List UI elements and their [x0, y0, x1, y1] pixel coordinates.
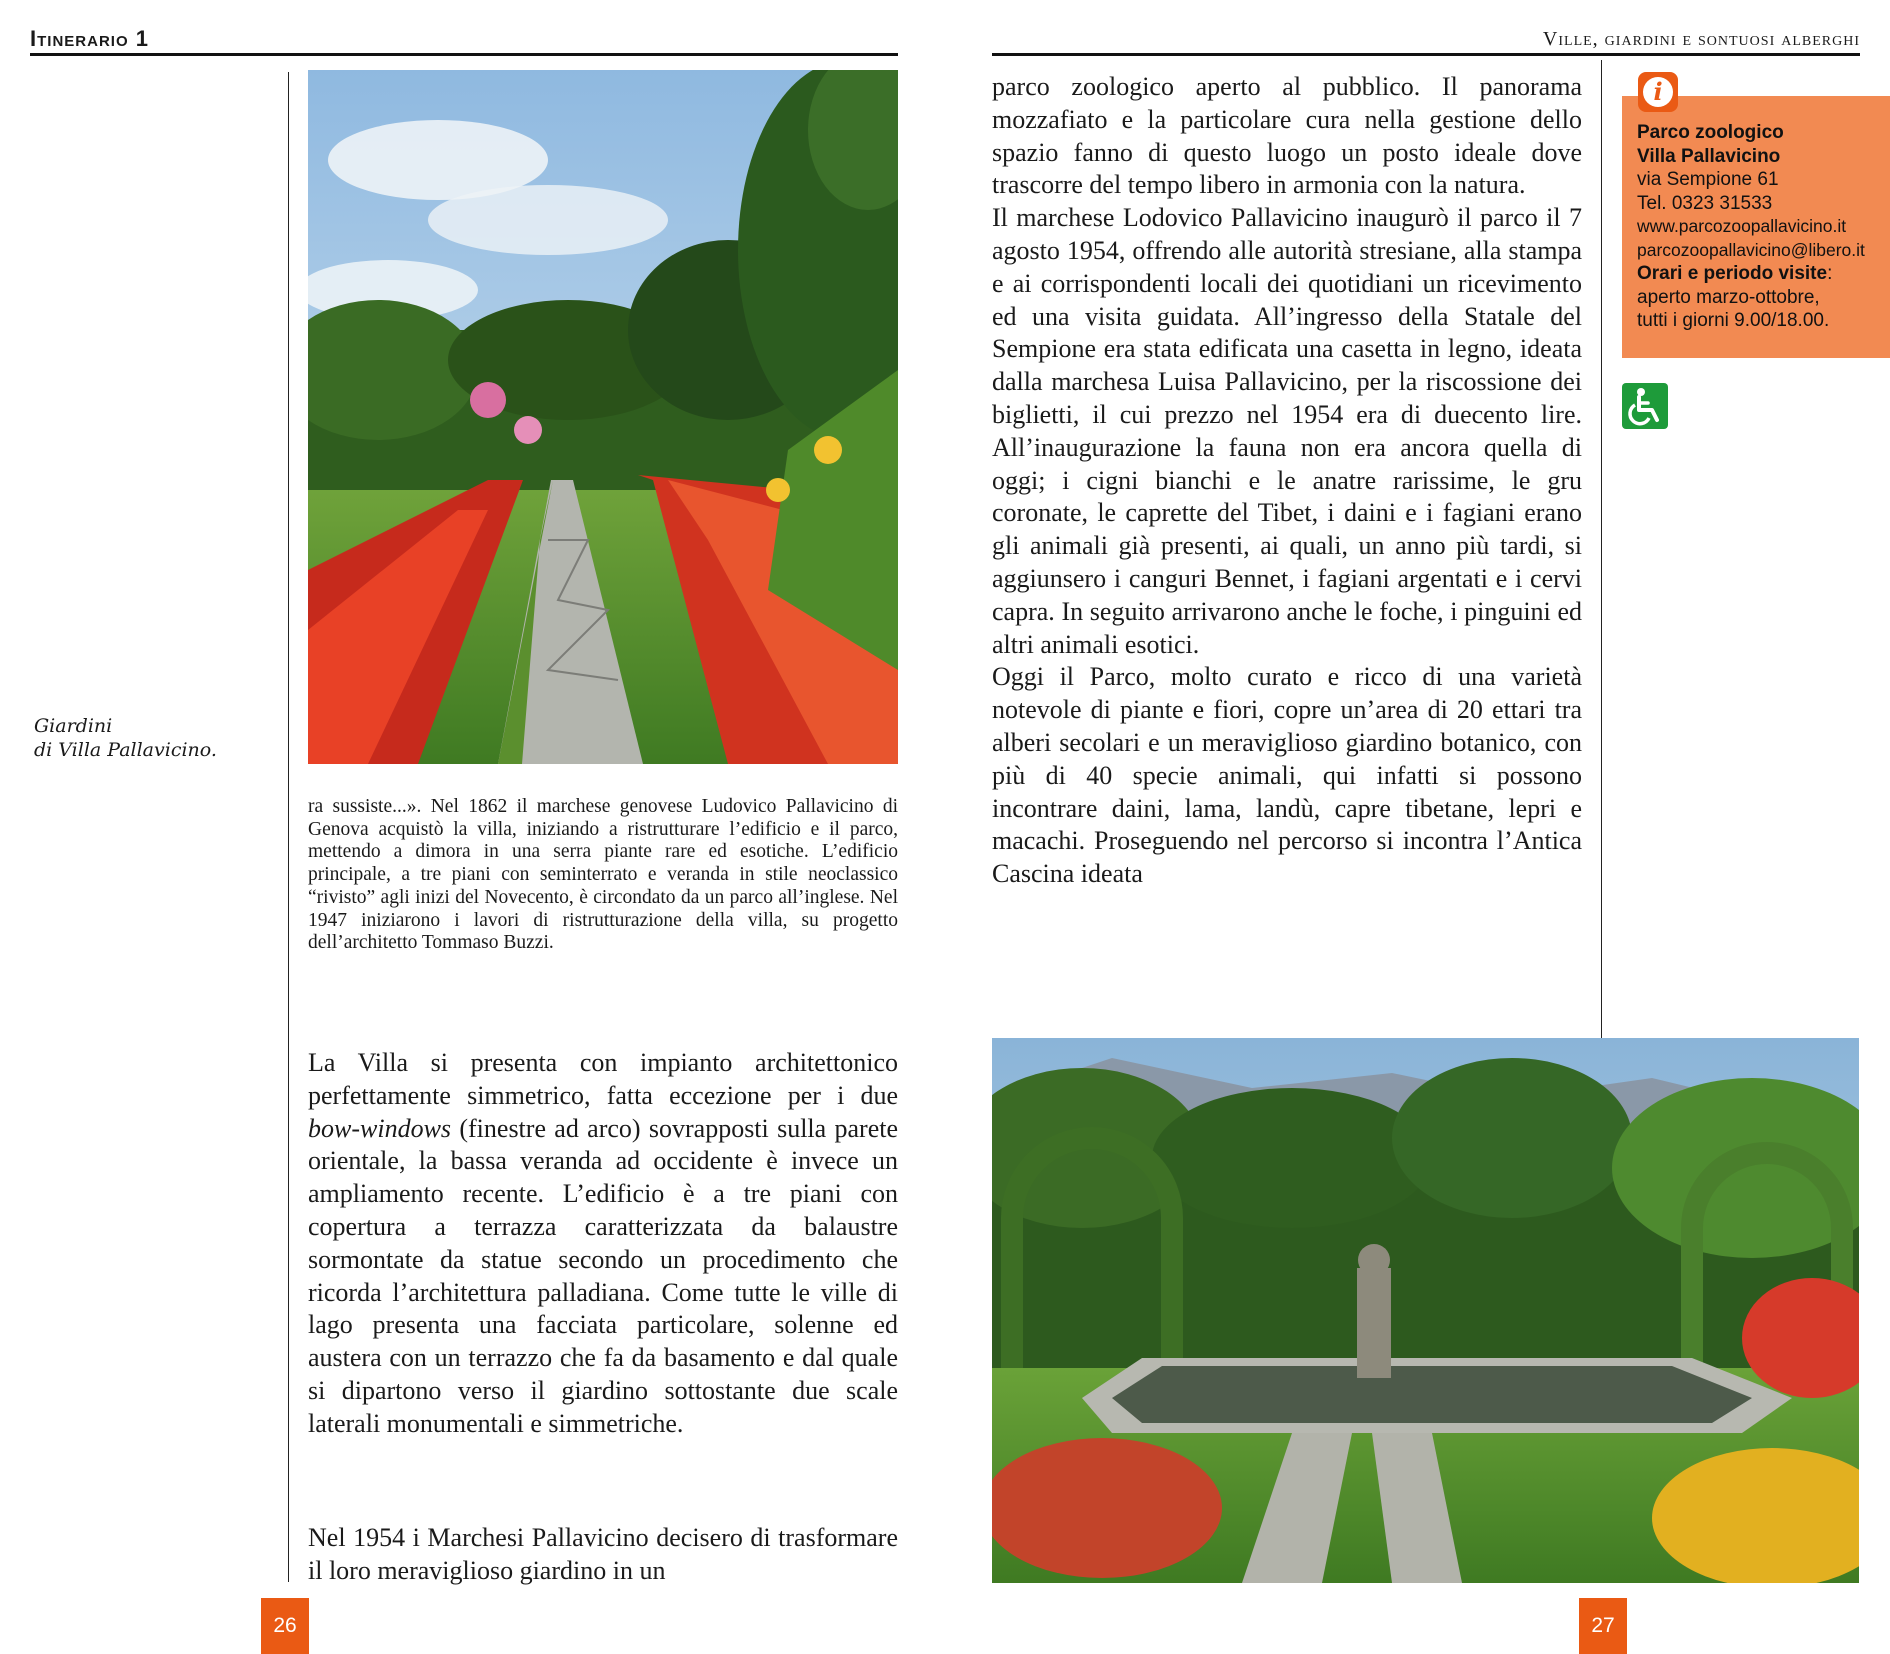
right-body-column: [992, 71, 1582, 891]
left-body-para2: [308, 1522, 898, 1588]
photo-caption: [34, 714, 264, 762]
left-column-rule: [288, 72, 289, 1582]
hours-label-colon: :: [1827, 263, 1833, 284]
header-rule-right: [992, 53, 1860, 56]
wheelchair-icon: [1622, 383, 1668, 429]
running-header-left: Itinerario 1: [30, 26, 149, 51]
info-hours2: tutti i giorni 9.00/18.00.: [1637, 310, 1830, 331]
right-column-rule: [1601, 60, 1602, 1038]
page-number-left: 26: [261, 1598, 309, 1654]
info-title1: Parco zoologico: [1637, 122, 1784, 143]
info-hours-label: [1637, 262, 1890, 286]
para-villa-b: (finestre ad arco) sovrapposti sulla parete orientale, la bassa veranda ad occidente è invece un ampliamento recente. L’edificio è a tre piani con copertura a terrazza caratterizzata da balaustre sormontate da statue secondo un procedimento che ricorda l’architettura palladiana. Come tutte le ville di lago presenta una facciata particolare, solenne ed austera con un terrazzo che fa da basamento e dal quale si dipartono verso il giardino sottostante due scale laterali monumentali e simmetriche.: [308, 1113, 899, 1438]
info-title2: Villa Pallavicino: [1637, 145, 1781, 167]
info-website[interactable]: www.parcozoopallavicino.it: [1637, 216, 1847, 236]
para-villa-a: La Villa si presenta con impianto architettonico perfettamente simmetrico, fatta eccezione per i due: [308, 1048, 898, 1110]
left-body-para1: [308, 1047, 898, 1441]
para-villa-em: bow-windows: [308, 1113, 452, 1143]
running-header-right: Ville, giardini e sontuosi alberghi: [1542, 28, 1860, 50]
intro-small-paragraph: ra sussiste...». Nel 1862 il marchese genovese Ludovico Pallavicino di Genova acquistò la villa, iniziando a ristrutturare l’edificio e il parco, mettendo a dimora in una serra piante rare ed esotiche. L’edificio principale, a tre piani con seminterrato e veranda in stile neoclassico “rivisto” agli inizi del Novecento, è circondato da un parco all’inglese. Nel 1947 iniziarono i lavori di ristrutturazione della villa, su progetto dell’architetto Tommaso Buzzi.: [308, 796, 898, 954]
fountain-garden-photo: [992, 1038, 1859, 1583]
garden-path-photo: [308, 70, 898, 764]
page-number-right: 27: [1579, 1598, 1627, 1654]
right-para1: parco zoologico aperto al pubblico. Il panorama mozzafiato e la particolare cura nella gestione dello spazio fanno di questo luogo un posto ideale dove trascorre del tempo libero in armonia con la natura.: [992, 72, 1582, 200]
para-1954: Nel 1954 i Marchesi Pallavicino decisero di trasformare il loro meraviglioso giardino in un: [308, 1523, 898, 1585]
info-email[interactable]: parcozoopallavicino@libero.it: [1637, 239, 1865, 260]
info-hours1: aperto marzo-ottobre,: [1637, 286, 1820, 308]
para-villa: [308, 1047, 898, 1441]
caption-line1: Giardini: [34, 715, 113, 737]
info-phone: Tel. 0323 31533: [1637, 192, 1773, 214]
info-box: [1622, 96, 1890, 358]
header-rule-left: [30, 53, 898, 56]
hours-label-text: Orari e periodo visite: [1637, 263, 1828, 284]
info-address: via Sempione 61: [1637, 169, 1779, 190]
info-icon: i: [1638, 72, 1678, 112]
right-para2: Il marchese Lodovico Pallavicino inaugurò il parco il 7 agosto 1954, offrendo alle autorità stresiane, alla stampa e ai corrispondenti locali dei quotidiani un ricevimento ed una visita guidata. All’ingresso della Statale del Sempione era stata edificata una casetta in legno, ideata dalla marchesa Luisa Pallavicino, per la riscossione dei biglietti, il cui prezzo nel 1954 era di duecento lire. All’inaugurazione la fauna non era ancora quella di oggi; i cigni bianchi e le anatre rarissime, le gru coronate, le caprette del Tibet, i daini e i fagiani erano gli animali già presenti, ai quali, un anno più tardi, si aggiunsero i canguri Bennet, i fagiani argentati e i cervi capra. In seguito arrivarono anche le foche, i pinguini ed altri animali esotici.: [992, 203, 1582, 659]
right-para3: Oggi il Parco, molto curato e ricco di una varietà notevole di piante e fiori, copre un’area di 20 ettari tra alberi secolari e un meraviglioso giardino botanico, con più di 40 specie animali, qui infatti si possono incontrare daini, lama, landù, capre tibetane, lepri e macachi. Proseguendo nel percorso si incontra l’Antica Cascina ideata: [992, 662, 1582, 889]
caption-line2: di Villa Pallavicino.: [34, 739, 217, 761]
